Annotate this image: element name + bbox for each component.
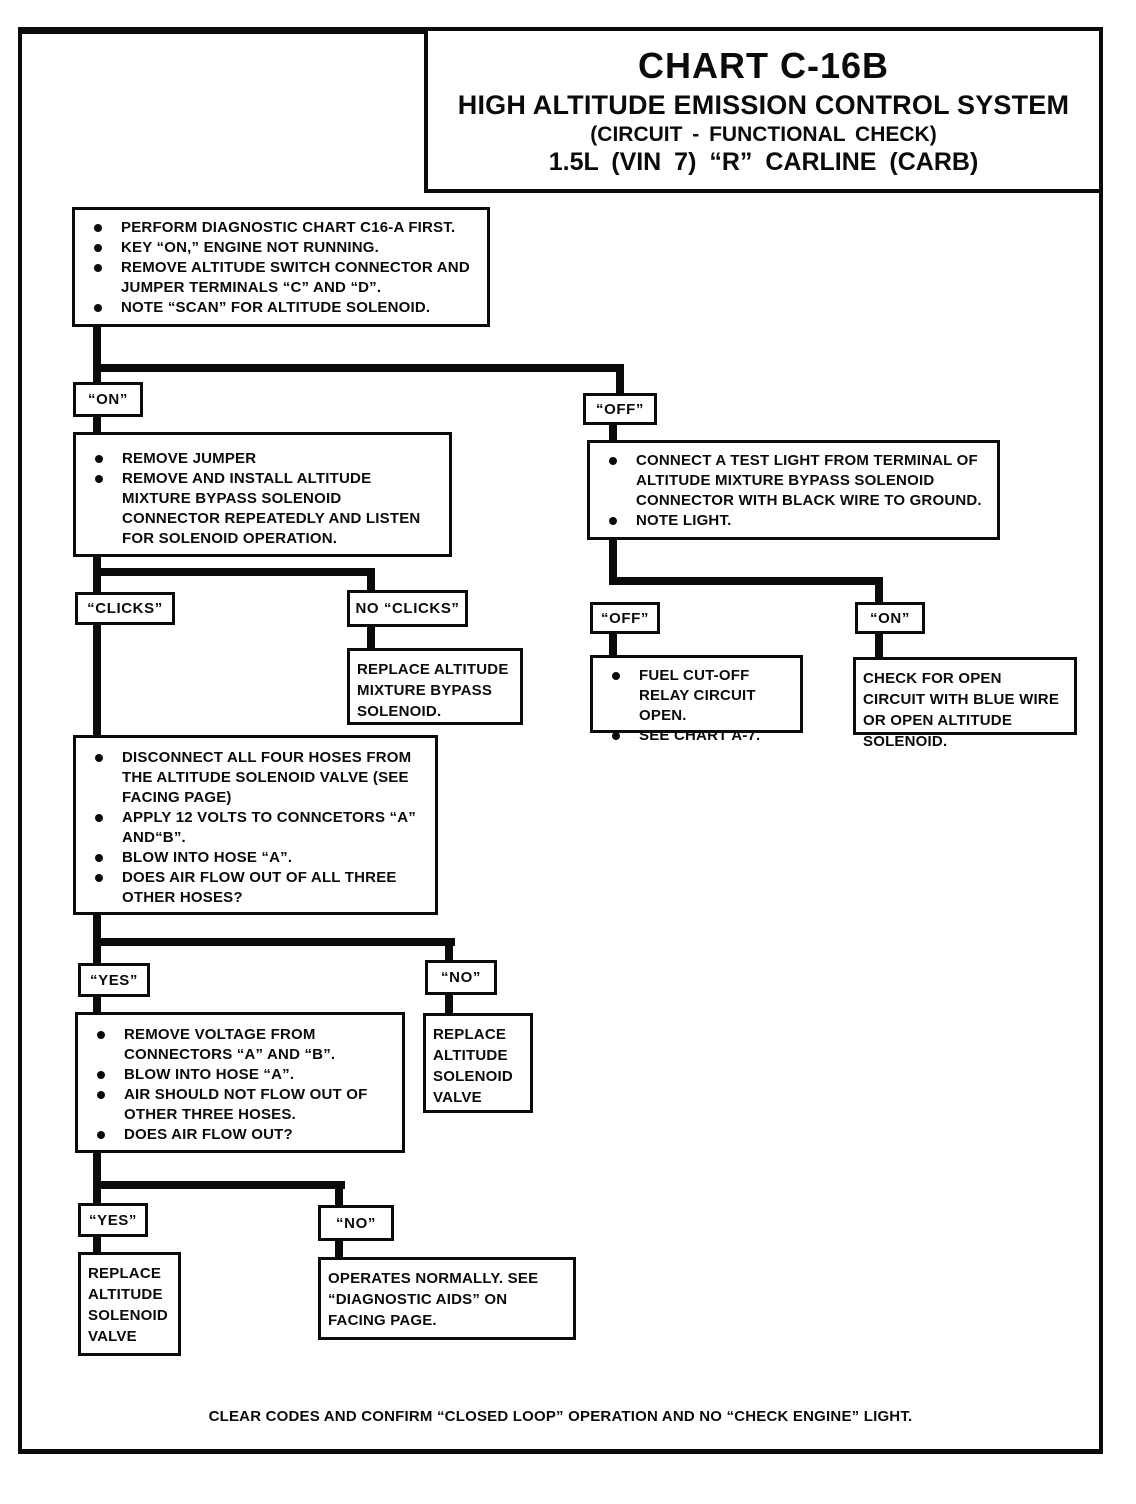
node-fuel-cutoff-relay (590, 655, 803, 744)
node-replace-bypass-solenoid (347, 648, 523, 725)
branch-label-no-2 (318, 1205, 394, 1241)
branch-label-no-clicks (347, 590, 468, 627)
action-text: CHECK FOR OPEN CIRCUIT WITH BLUE WIRE OR OPEN ALTITUDE SOLENOID. (863, 670, 1060, 750)
branch-label-on-2 (855, 602, 925, 634)
step-text: CONNECT A TEST LIGHT FROM TERMINAL OF ALTITUDE MIXTURE BYPASS SOLENOID CONNECTOR WITH BLACK WIRE TO GROUND. (596, 451, 991, 511)
connector-line (875, 577, 883, 605)
step-text: KEY “ON,” ENGINE NOT RUNNING. (81, 238, 481, 258)
connector-line (93, 364, 624, 372)
action-text: REPLACE ALTITUDE MIXTURE BYPASS SOLENOID. (357, 661, 509, 720)
branch-label-yes-2 (78, 1203, 148, 1237)
connector-line (335, 1181, 343, 1208)
branch-label-text: “YES” (88, 1211, 137, 1229)
node-connect-test-light (587, 440, 1000, 540)
chart-title-box (424, 27, 1103, 193)
step-text: REMOVE AND INSTALL ALTITUDE MIXTURE BYPASS SOLENOID CONNECTOR REPEATEDLY AND LISTEN FOR SOLENOID OPERATION. (82, 469, 443, 549)
step-text: DOES AIR FLOW OUT? (84, 1125, 396, 1145)
connector-line (93, 1181, 345, 1189)
connector-line (93, 557, 101, 595)
step-text: REMOVE ALTITUDE SWITCH CONNECTOR AND JUMPER TERMINALS “C” AND “D”. (81, 258, 481, 298)
node-start (72, 207, 490, 327)
step-text: NOTE LIGHT. (596, 511, 991, 531)
step-text: APPLY 12 VOLTS TO CONNCETORS “A” AND“B”. (82, 808, 429, 848)
connector-line (93, 938, 455, 946)
branch-label-text: NO “CLICKS” (355, 600, 460, 617)
node-operates-normally (318, 1257, 576, 1340)
step-text: PERFORM DIAGNOSTIC CHART C16-A FIRST. (81, 218, 481, 238)
step-text: REMOVE JUMPER (82, 449, 443, 469)
step-text: NOTE “SCAN” FOR ALTITUDE SOLENOID. (81, 298, 481, 318)
node-check-open-circuit (853, 657, 1077, 750)
branch-label-text: “NO” (336, 1214, 376, 1232)
branch-label-off (583, 393, 657, 425)
branch-label-no-1 (425, 960, 497, 995)
action-text: REPLACE ALTITUDE SOLENOID VALVE (88, 1265, 168, 1345)
node-remove-voltage (75, 1012, 405, 1153)
branch-label-text: “NO” (441, 969, 481, 986)
chart-engine-line: 1.5L (VIN 7) “R” CARLINE (CARB) (548, 147, 979, 176)
node-remove-jumper (73, 432, 452, 557)
connector-line (616, 364, 624, 396)
action-text: REPLACE ALTITUDE SOLENOID VALVE (433, 1026, 513, 1106)
branch-label-text: “ON” (870, 609, 910, 627)
branch-label-clicks (75, 592, 175, 625)
branch-label-text: “ON” (88, 391, 128, 408)
step-text: BLOW INTO HOSE “A”. (82, 848, 429, 868)
chart-number: CHART C-16B (637, 44, 889, 86)
step-text: DOES AIR FLOW OUT OF ALL THREE OTHER HOSES? (82, 868, 429, 908)
branch-label-text: “OFF” (601, 609, 649, 627)
step-text: SEE CHART A-7. (599, 726, 794, 746)
connector-line (93, 625, 101, 738)
branch-label-off-2 (590, 602, 660, 634)
connector-line (609, 577, 883, 585)
step-text: AIR SHOULD NOT FLOW OUT OF OTHER THREE HOSES. (84, 1085, 396, 1125)
branch-label-text: “OFF” (596, 400, 644, 418)
branch-label-text: “YES” (89, 971, 138, 989)
step-text: REMOVE VOLTAGE FROM CONNECTORS “A” AND “B”. (84, 1025, 396, 1065)
chart-subtitle: (CIRCUIT - FUNCTIONAL CHECK) (590, 122, 937, 146)
connector-line (93, 1153, 101, 1206)
action-text: OPERATES NORMALLY. SEE “DIAGNOSTIC AIDS” ON FACING PAGE. (328, 1270, 539, 1329)
footer-note: CLEAR CODES AND CONFIRM “CLOSED LOOP” OPERATION AND NO “CHECK ENGINE” LIGHT. (208, 1408, 913, 1425)
node-replace-valve-1 (423, 1013, 533, 1113)
connector-line (93, 325, 101, 385)
connector-line (93, 568, 375, 576)
node-disconnect-hoses (73, 735, 438, 915)
branch-label-yes-1 (78, 963, 150, 997)
step-text: FUEL CUT-OFF RELAY CIRCUIT OPEN. (599, 666, 794, 726)
branch-label-on (73, 382, 143, 417)
step-text: BLOW INTO HOSE “A”. (84, 1065, 396, 1085)
step-text: DISCONNECT ALL FOUR HOSES FROM THE ALTITUDE SOLENOID VALVE (SEE FACING PAGE) (82, 748, 429, 808)
node-replace-valve-2 (78, 1252, 181, 1356)
chart-title: HIGH ALTITUDE EMISSION CONTROL SYSTEM (457, 89, 1070, 120)
branch-label-text: “CLICKS” (87, 600, 163, 617)
